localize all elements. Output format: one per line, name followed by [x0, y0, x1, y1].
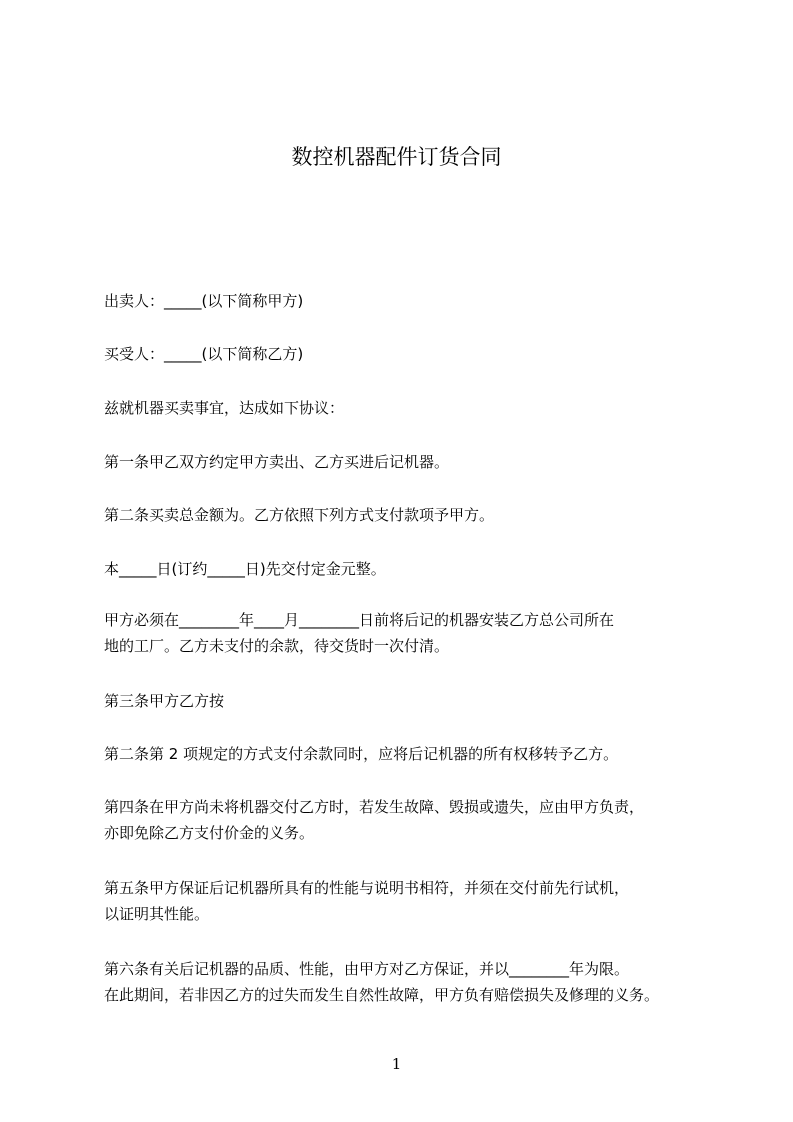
- article-6-line-2: 在此期间，若非因乙方的过失而发生自然性故障，甲方负有赔偿损失及修理的义务。: [104, 986, 660, 1004]
- article-4-line-1: 第四条在甲方尚未将机器交付乙方时，若发生故障、毁损或遗失，应由甲方负责，: [104, 798, 645, 816]
- article-4-paragraph: [104, 794, 704, 846]
- article-1: 第一条甲乙双方约定甲方卖出、乙方买进后记机器。: [104, 453, 450, 471]
- buyer-line: 买受人：_____(以下简称乙方): [104, 345, 304, 363]
- article-2: 第二条买卖总金额为。乙方依照下列方式支付款项予甲方。: [104, 506, 495, 524]
- article-4-line-2: 亦即免除乙方支付价金的义务。: [104, 824, 315, 842]
- installation-paragraph: [104, 607, 704, 659]
- article-6-paragraph: [104, 956, 704, 1008]
- installation-line-2: 地的工厂。乙方未支付的余款，待交货时一次付清。: [104, 637, 450, 655]
- preamble-line: 兹就机器买卖事宜，达成如下协议：: [104, 399, 345, 417]
- seller-line: 出卖人：_____(以下简称甲方): [104, 292, 304, 310]
- article-3: 第三条甲方乙方按: [104, 692, 225, 710]
- deposit-line: 本_____日(订约_____日)先交付定金元整。: [104, 560, 386, 578]
- article-5-line-1: 第五条甲方保证后记机器所具有的性能与说明书相符，并须在交付前先行试机，: [104, 879, 630, 897]
- installation-line-1: 甲方必须在________年____月________日前将后记的机器安装乙方总公司所在: [104, 611, 615, 629]
- article-2-item-2: 第二条第 2 项规定的方式支付余款同时，应将后记机器的所有权移转予乙方。: [104, 745, 619, 763]
- article-5-paragraph: [104, 875, 704, 927]
- article-5-line-2: 以证明其性能。: [104, 905, 210, 923]
- article-6-line-1: 第六条有关后记机器的品质、性能，由甲方对乙方保证，并以________年为限。: [104, 960, 630, 978]
- page-number: 1: [391, 1055, 402, 1073]
- document-title: 数控机器配件订货合同: [291, 145, 502, 169]
